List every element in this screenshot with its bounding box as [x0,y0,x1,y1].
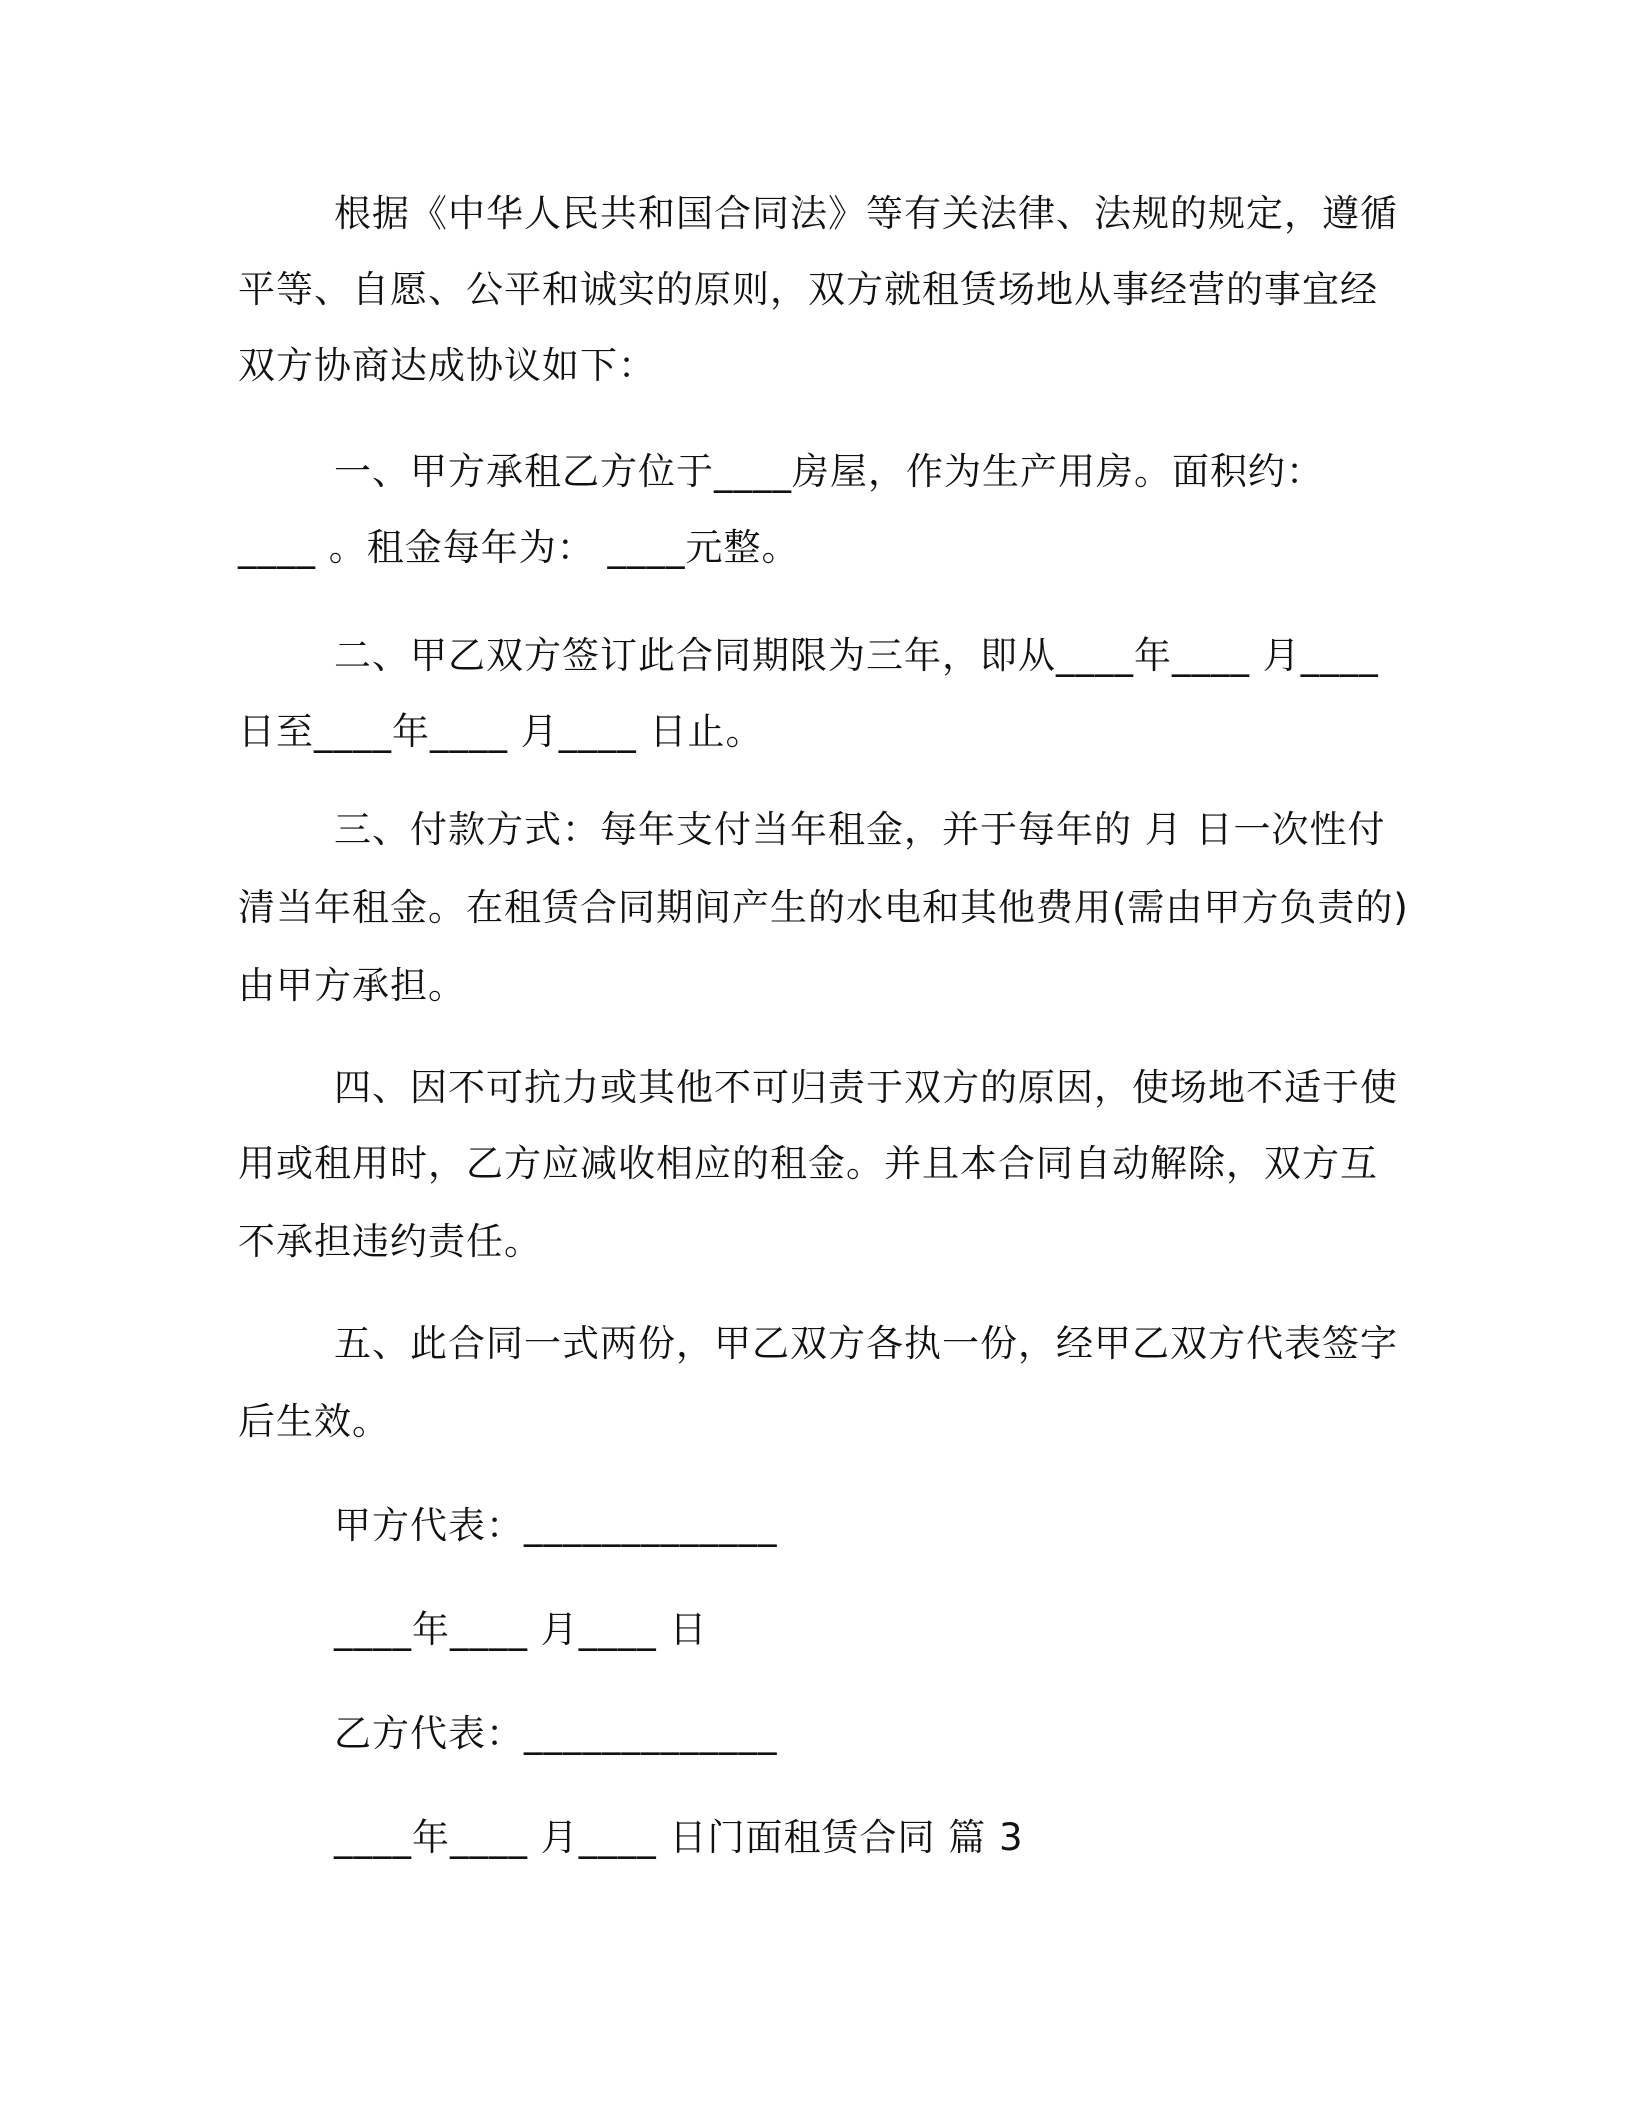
clause-1-line-2: ____ 。租金每年为： ____元整。 [238,526,800,569]
party-b-representative: 乙方代表：_____________ [334,1712,778,1755]
clause-4-line-2: 用或租用时，乙方应减收相应的租金。并且本合同自动解除，双方互 [238,1142,1378,1185]
clause-3-line-2: 清当年租金。在租赁合同期间产生的水电和其他费用(需由甲方负责的) [238,886,1409,929]
clause-1-line-1: 一、甲方承租乙方位于____房屋，作为生产用房。面积约： [334,450,1324,493]
party-b-date-and-next-title: ____年____ 月____ 日门面租赁合同 篇 3 [334,1816,1024,1859]
clause-2-line-1: 二、甲乙双方签订此合同期限为三年，即从____年____ 月____ [334,634,1379,677]
clause-3-line-1: 三、付款方式：每年支付当年租金，并于每年的 月 日一次性付 [334,808,1386,851]
preamble-line-2: 平等、自愿、公平和诚实的原则，双方就租赁场地从事经营的事宜经 [238,268,1378,311]
preamble-line-3: 双方协商达成协议如下： [238,344,656,387]
clause-5-line-1: 五、此合同一式两份，甲乙双方各执一份，经甲乙双方代表签字 [334,1322,1398,1365]
clause-5-line-2: 后生效。 [238,1400,390,1443]
party-a-representative: 甲方代表：_____________ [334,1504,778,1547]
clause-3-line-3: 由甲方承担。 [238,964,466,1007]
clause-4-line-3: 不承担违约责任。 [238,1220,542,1263]
clause-2-line-2: 日至____年____ 月____ 日止。 [238,710,764,753]
preamble-line-1: 根据《中华人民共和国合同法》等有关法律、法规的规定，遵循 [334,192,1398,235]
clause-4-line-1: 四、因不可抗力或其他不可归责于双方的原因，使场地不适于使 [334,1066,1398,1109]
party-a-date: ____年____ 月____ 日 [334,1608,708,1651]
